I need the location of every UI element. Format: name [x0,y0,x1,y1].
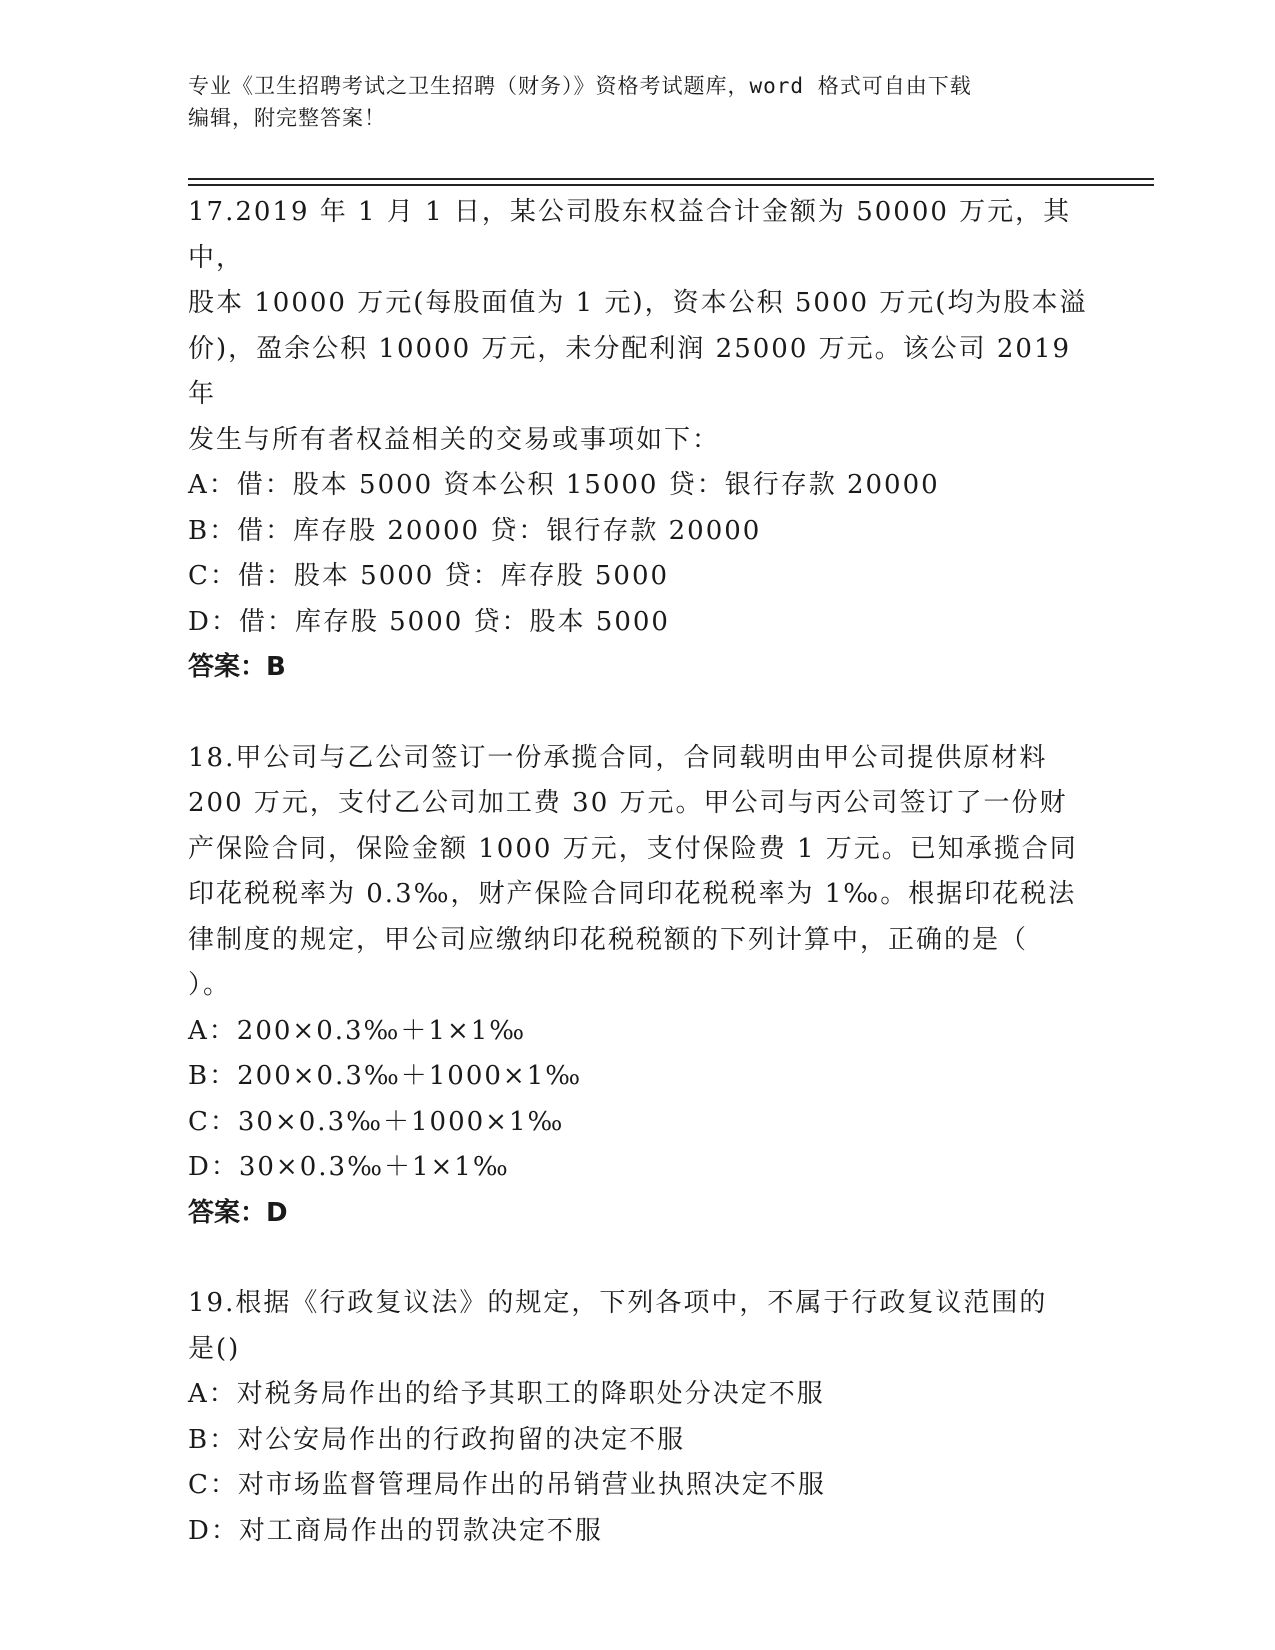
question-text-line: 律制度的规定，甲公司应缴纳印花税税额的下列计算中，正确的是（ [188,924,1029,955]
header-line-1: 专业《卫生招聘考试之卫生招聘（财务）》资格考试题库，word 格式可自由下载 [188,74,972,98]
question-text-line: 发生与所有者权益相关的交易或事项如下： [188,424,721,455]
question-text-line: 是() [188,1333,241,1364]
header-divider-top [188,178,1154,180]
question-text-line: 产保险合同，保险金额 1000 万元，支付保险费 1 万元。已知承揽合同 [188,833,1078,864]
header-line-2: 编辑，附完整答案！ [188,106,386,130]
question-list [188,190,1088,1554]
option-a: A：200×0.3‰＋1×1‰ [188,1015,527,1046]
option-d: D：对工商局作出的罚款决定不服 [188,1515,603,1546]
option-b: B：对公安局作出的行政拘留的决定不服 [188,1424,686,1455]
option-b: B：借：库存股 20000 贷：银行存款 20000 [188,515,762,546]
option-c: C：对市场监督管理局作出的吊销营业执照决定不服 [188,1470,826,1500]
option-d: D：30×0.3‰＋1×1‰ [188,1152,510,1182]
question-17 [188,190,1088,691]
question-text-line: 200 万元，支付乙公司加工费 30 万元。甲公司与丙公司签订了一份财 [188,788,1068,818]
question-text-line: 价)，盈余公积 10000 万元，未分配利润 25000 万元。该公司 2019 年 [188,333,1082,409]
option-c: C：30×0.3‰＋1000×1‰ [188,1106,565,1137]
question-spacer [188,691,1088,736]
answer-label: 答案：D [188,1197,288,1228]
option-b: B：200×0.3‰＋1000×1‰ [188,1061,583,1091]
question-text-line: 股本 10000 万元(每股面值为 1 元)，资本公积 5000 万元(均为股本溢 [188,288,1088,318]
question-spacer [188,1236,1088,1281]
question-text-line: 印花税税率为 0.3‰，财产保险合同印花税税率为 1‰。根据印花税法 [188,879,1077,909]
option-a: A：对税务局作出的给予其职工的降职处分决定不服 [188,1379,825,1409]
option-c: C：借：股本 5000 贷：库存股 5000 [188,561,670,591]
document-header [188,70,1088,134]
answer-label: 答案：B [188,652,286,682]
question-text-line: 17.2019 年 1 月 1 日，某公司股东权益合计金额为 50000 万元，其中， [188,197,1072,273]
question-text-line: 18.甲公司与乙公司签订一份承揽合同，合同载明由甲公司提供原材料 [188,742,1048,773]
question-text-line: 19.根据《行政复议法》的规定，下列各项中，不属于行政复议范围的 [188,1288,1048,1318]
question-19 [188,1281,1088,1554]
header-divider-bottom [188,184,1154,186]
option-a: A：借：股本 5000 资本公积 15000 贷：银行存款 20000 [188,470,940,500]
question-18 [188,736,1088,1237]
question-text-line: ）。 [188,970,232,1000]
option-d: D：借：库存股 5000 贷：股本 5000 [188,606,670,637]
